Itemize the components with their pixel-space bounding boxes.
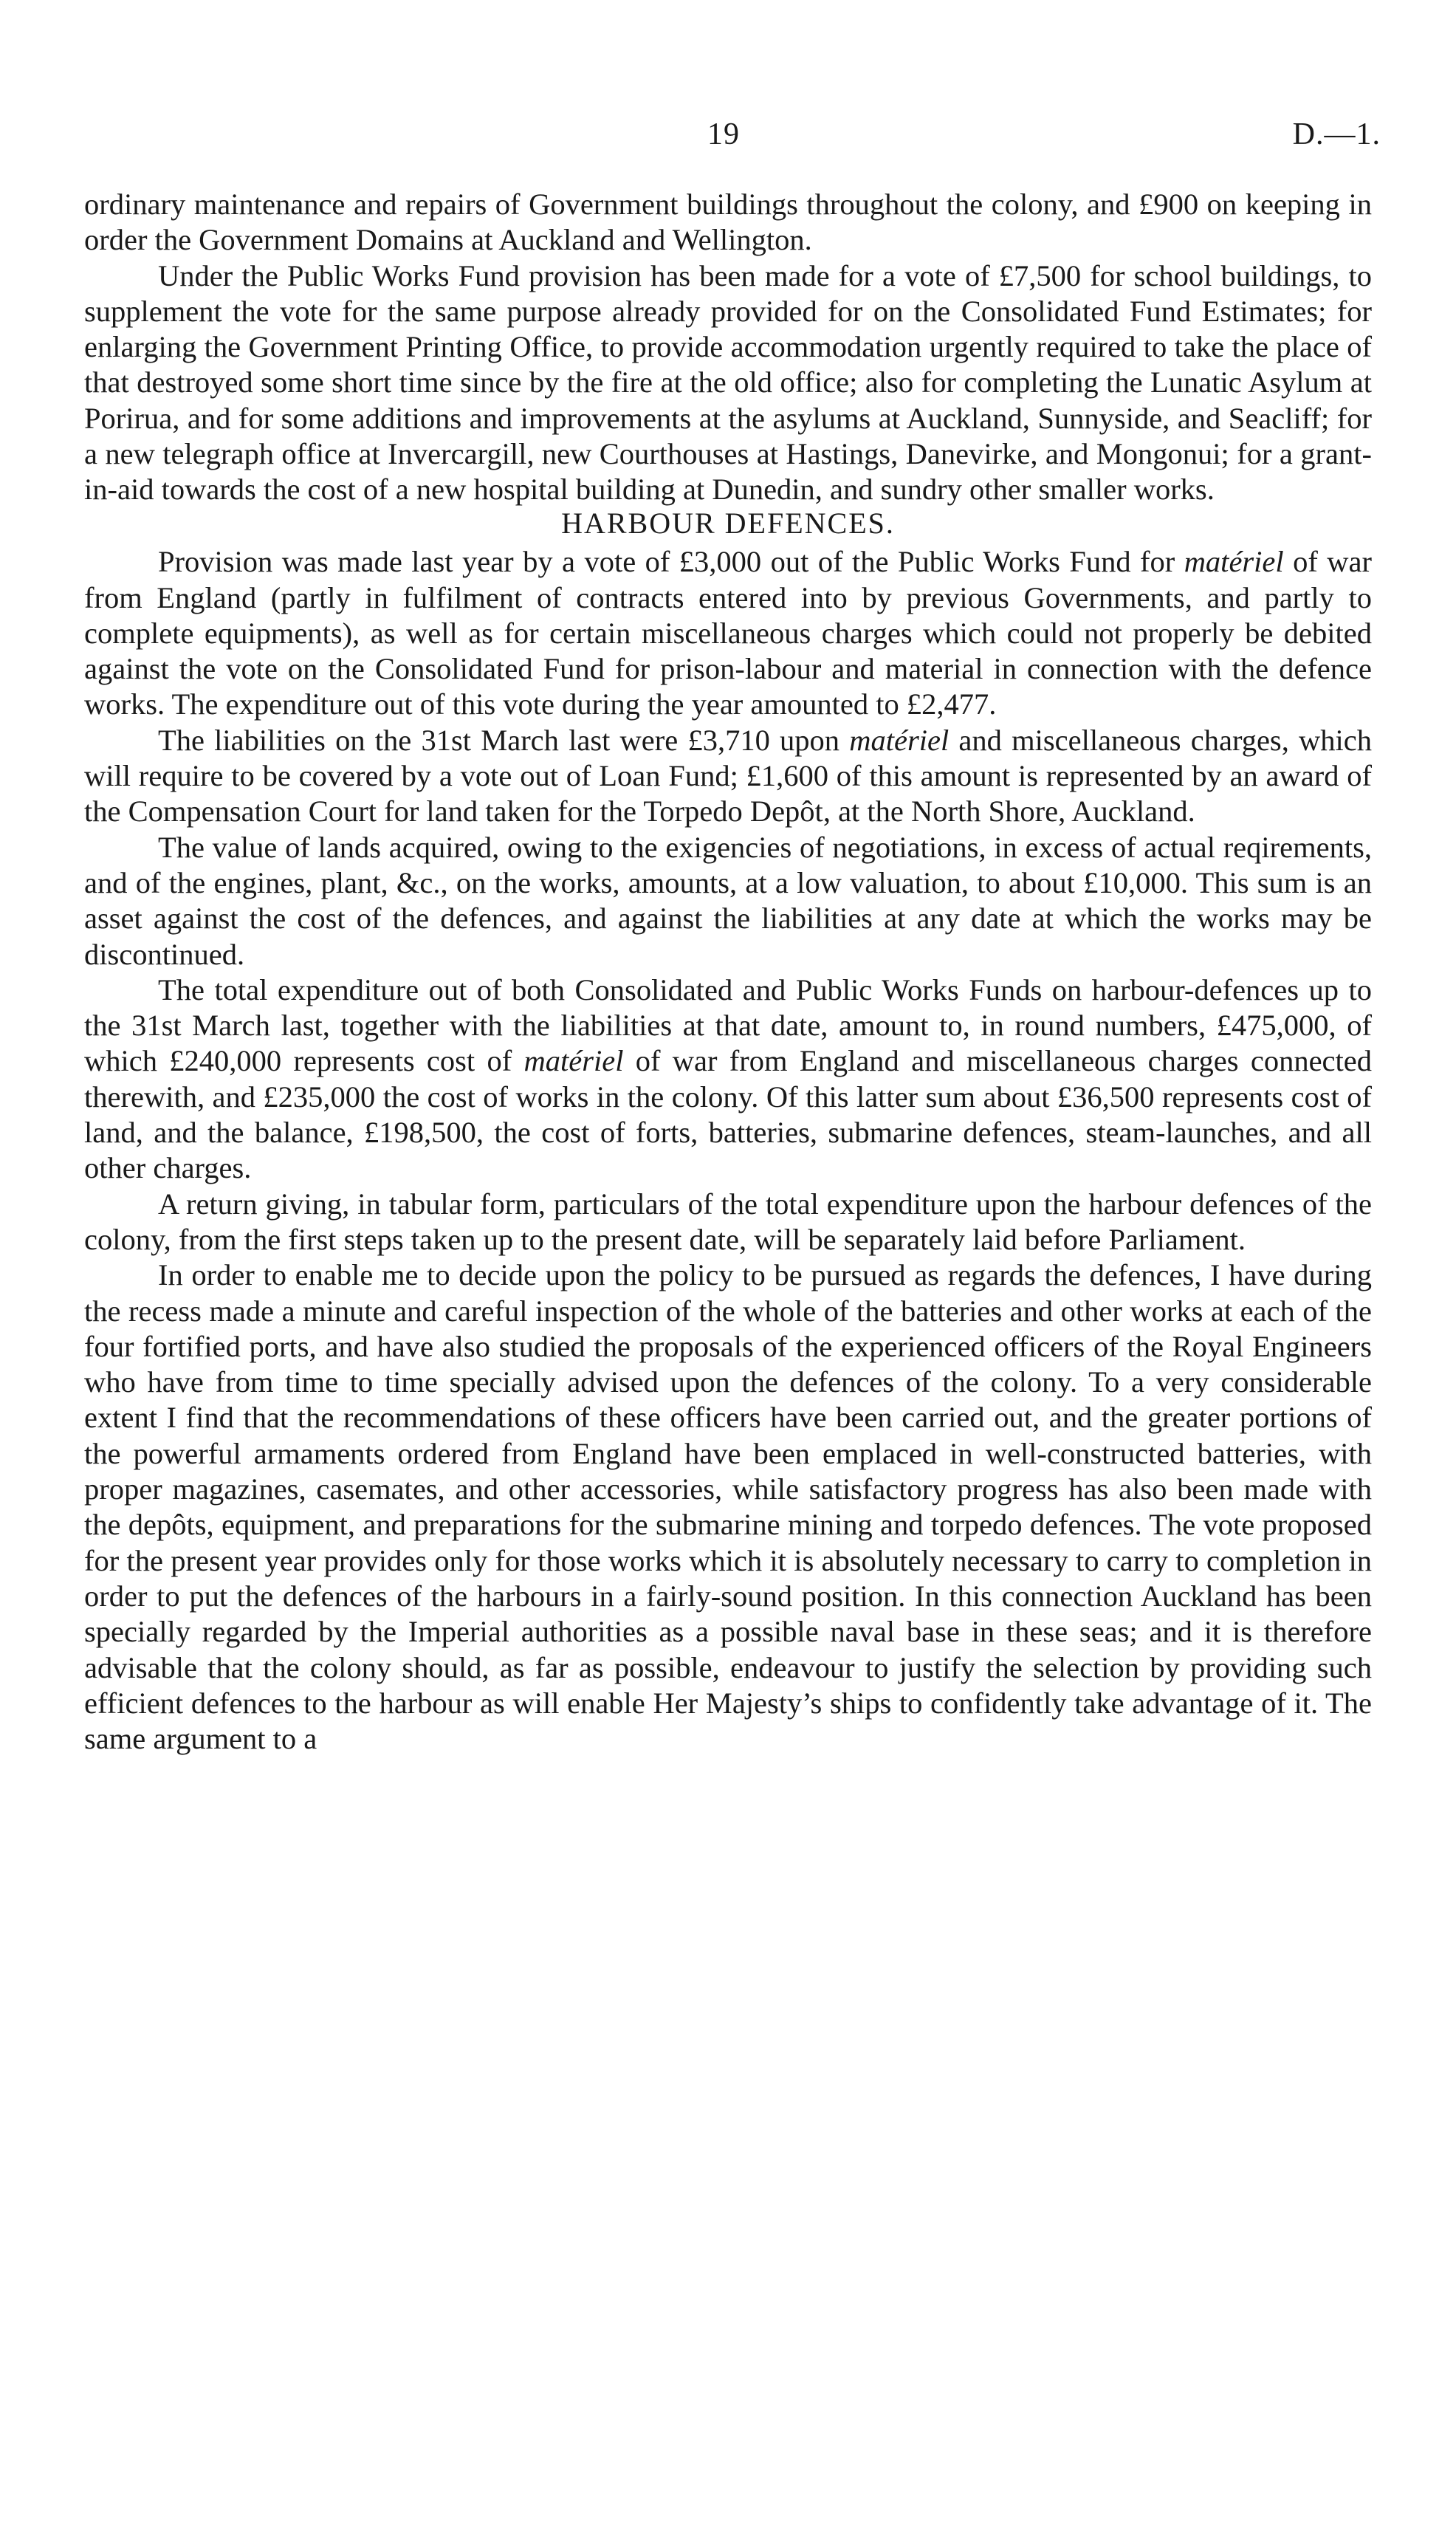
- page-number: 19: [707, 117, 740, 151]
- paragraph: [84, 972, 1372, 1187]
- paragraph-text: Under the Public Works Fund provision has been made for a vote of £7,500 for school buildings, to supplement the vote for the same purpose already provided for on the Consolidated Fund Estimates; for enlarging the Government Printing Office, to provide accommodation urgently required to take the place of that destroyed some short time since by the fire at the old office; also for completing the Lunatic Asylum at Porirua, and for some additions and improvements at the asylums at Auckland, Sunnyside, and Seacliff; for a new telegraph office at Invercargill, new Courthouses at Hastings, Danevirke, and Mongonui; for a grant-in-aid towards the cost of a new hospital building at Dunedin, and sundry other smaller works.: [84, 258, 1372, 507]
- section-heading: HARBOUR DEFENCES.: [561, 507, 895, 540]
- italic-term: matériel: [849, 723, 950, 757]
- body-text-top: [84, 187, 1372, 508]
- harbour-defences-section: [84, 506, 1372, 1757]
- italic-term: matériel: [523, 1044, 624, 1078]
- paragraph: [84, 1187, 1372, 1258]
- paragraph: [84, 723, 1372, 830]
- paragraph-text: In order to enable me to decide upon the policy to be pursued as regards the defences, I have during the recess made a minute and careful inspection of the whole of the batteries and other works at each of the four fortified ports, and have also studied the proposals of the experienced officers of the Royal Engineers who have from time to time specially advised upon the defences of the colony. To a very considerable extent I find that the recommendations of these officers have been carried out, and the greater portions of the powerful armaments ordered from England have been emplaced in well-constructed batteries, with proper magazines, casemates, and other accessories, while satisfactory progress has also been made with the depôts, equipment, and preparations for the submarine mining and torpedo defences. The vote proposed for the present year provides only for those works which it is absolutely necessary to carry to completion in order to put the defences of the harbours in a fairly-sound position. In this connection Auckland has been specially regarded by the Imperial authorities as a possible naval base in these seas; and it is therefore advisable that the colony should, as far as possible, endeavour to justify the selection by providing such efficient defences to the harbour as will enable Her Majesty’s ships to confidently take advantage of it. The same argument to a: [84, 1258, 1372, 1756]
- italic-term: matériel: [1184, 545, 1284, 579]
- paragraph-text: The total expenditure out of both Consolidated and Public Works Funds on harbour-defences up to the 31st March last, together with the liabilities at that date, amount to, in round numbers, £475,000, of which £240,000 represents cost of: [84, 972, 1372, 1078]
- paragraph-text: and miscellaneous charges, which will require to be covered by a vote out of Loan Fund; £1,600 of this amount is represented by an award of the Compensation Court for land taken for the Torpedo Depôt, at the North Shore, Auckland.: [84, 723, 1372, 828]
- paragraph: [84, 1257, 1372, 1757]
- paragraph-text: A return giving, in tabular form, particulars of the total expenditure upon the harbour defences of the colony, from the first steps taken up to the present date, will be separately laid before Parliament.: [84, 1187, 1372, 1256]
- paragraph: [84, 544, 1372, 722]
- paragraph-text: of war from England and miscellaneous charges connected therewith, and £235,000 the cost of works in the colony. Of this latter sum about £36,500 represents cost of land, and the balance, £198,500, the cost of forts, batteries, submarine defences, steam-launches, and all other charges.: [84, 1044, 1372, 1185]
- paragraph-text: of war from England (partly in fulfilment of contracts entered into by previous Governments, and partly to complete equipments), as well as for certain miscellaneous charges which could not properly be debited against the vote on the Consolidated Fund for prison-labour and material in connection with the defence works. The expenditure out of this vote during the year amounted to £2,477.: [84, 545, 1372, 721]
- paragraph: [84, 830, 1372, 972]
- document-reference-code: D.—1.: [1292, 117, 1381, 151]
- paragraph-text: ordinary maintenance and repairs of Government buildings throughout the colony, and £900 on keeping in order the Government Domains at Auckland and Wellington.: [84, 188, 1372, 257]
- paragraph: [84, 258, 1372, 508]
- paragraph: [84, 187, 1372, 258]
- paragraph-text: The liabilities on the 31st March last were £3,710 upon: [158, 723, 850, 757]
- paragraph-text: Provision was made last year by a vote of £3,000 out of the Public Works Fund for: [158, 545, 1184, 579]
- paragraph-text: The value of lands acquired, owing to the exigencies of negotiations, in excess of actual reqirements, and of the engines, plant, &c., on the works, amounts, at a low valuation, to about £10,000. This sum is an asset against the cost of the defences, and against the liabilities at any date at which the works may be discontinued.: [84, 830, 1372, 971]
